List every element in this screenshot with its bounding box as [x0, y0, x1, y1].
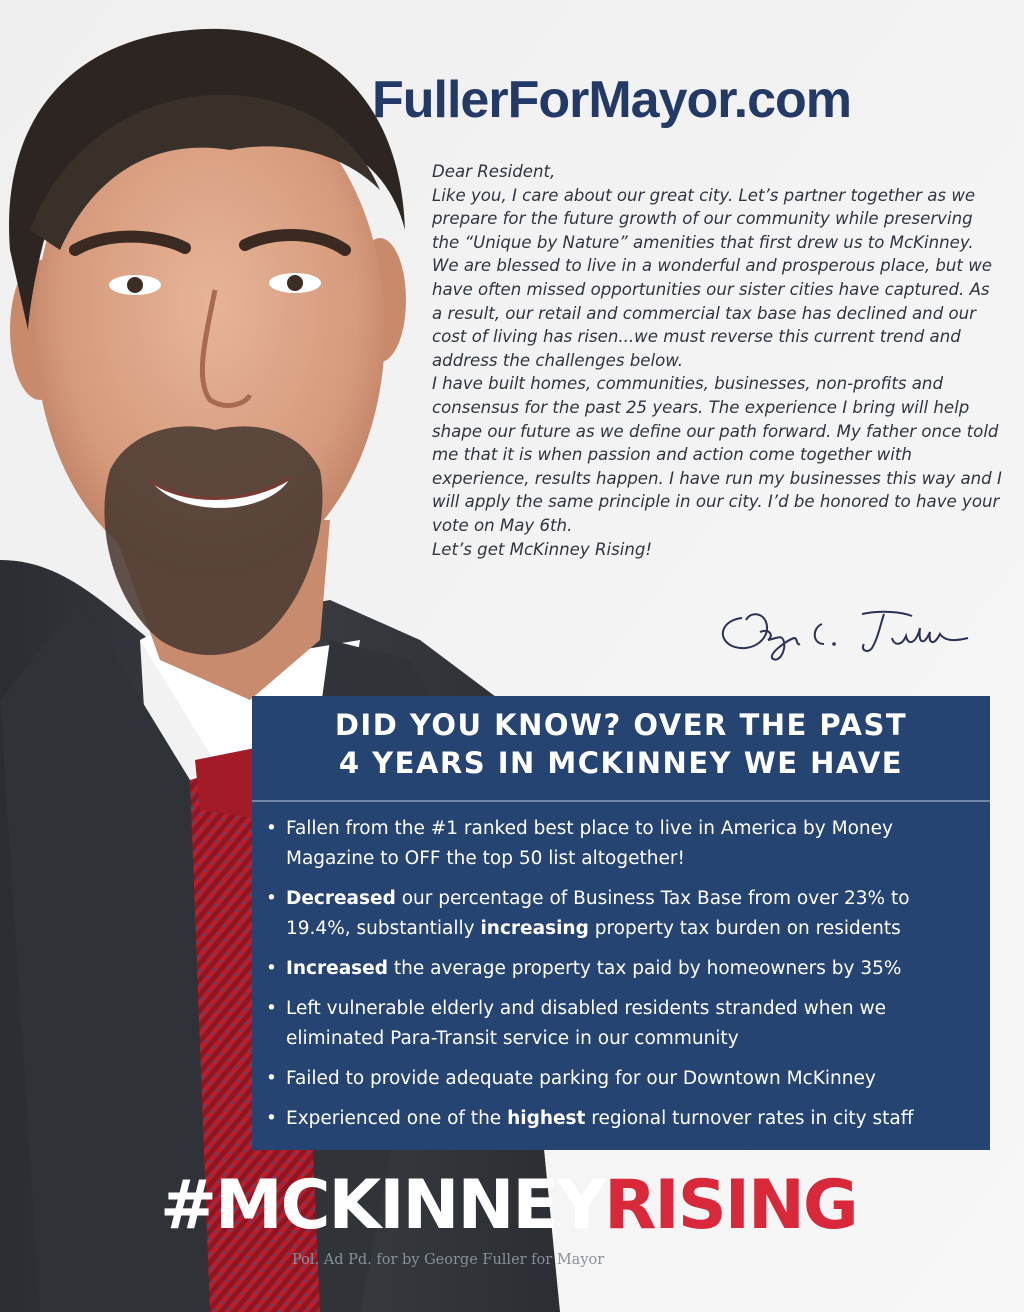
fact-text: the average property tax paid by homeowners by 35%: [387, 958, 902, 979]
fact-emphasis: Decreased: [286, 888, 396, 909]
panel-divider: [252, 800, 990, 802]
campaign-hashtag: [160, 1166, 857, 1246]
hashtag-rising: RISING: [604, 1166, 857, 1245]
letter-closing: Let’s get McKinney Rising!: [432, 539, 653, 559]
list-item: [252, 884, 990, 944]
did-you-know-panel: [252, 696, 990, 1150]
list-item: [252, 954, 990, 984]
political-ad-disclaimer: Pol. Ad Pd. for by George Fuller for Mayor: [292, 1252, 605, 1268]
fact-text: Fallen from the #1 ranked best place to live in America by Money Magazine to OFF the top 50 list altogether!: [286, 818, 893, 869]
list-item: [252, 1104, 990, 1134]
fact-text: Experienced one of the: [286, 1108, 508, 1129]
letter-paragraph-2: I have built homes, communities, businesses, non-profits and consensus for the past 25 years. The experience I bring will help shape our future as we define our path forward. My father once told me that it is when passion and action come together with experience, results happen. I have run my businesses this way and I will apply the same principle in our city. I’d be honored to have your vote on May 6th.: [432, 374, 1002, 535]
bullet: •: [266, 1108, 277, 1129]
list-item: [252, 1064, 990, 1094]
fact-emphasis: increasing: [480, 918, 589, 939]
bullet: •: [266, 998, 277, 1019]
letter-body: [432, 160, 1002, 561]
letter-paragraph-1: Like you, I care about our great city. Let’s partner together as we prepare for the future growth of our community while preserving the “Unique by Nature” amenities that first drew us to McKinney. We are blessed to live in a wonderful and prosperous place, but we have often missed opportunities our sister cities have captured. As a result, our retail and commercial tax base has declined and our cost of living has risen...we must reverse this current trend and address the challenges below.: [432, 185, 992, 370]
list-item: [252, 814, 990, 874]
fact-text: Left vulnerable elderly and disabled residents stranded when we eliminated Para-Transit service in our community: [286, 998, 886, 1049]
panel-heading-line-1: DID YOU KNOW? OVER THE PAST: [334, 708, 908, 742]
bullet: •: [266, 1068, 277, 1089]
panel-heading: [252, 706, 990, 782]
campaign-website-title: FullerForMayor.com: [372, 71, 851, 129]
fact-text: regional turnover rates in city staff: [585, 1108, 914, 1129]
hashtag-mckinney: #MCKINNEY: [160, 1166, 605, 1245]
letter-greeting: Dear Resident,: [432, 162, 556, 181]
fact-emphasis: Increased: [286, 958, 388, 979]
bullet: •: [266, 958, 277, 979]
facts-list: [252, 814, 990, 1144]
bullet: •: [266, 888, 277, 909]
fact-text: our percentage of Business Tax Base from over 23% to 19.4%, substantially: [286, 888, 910, 939]
fact-text: Failed to provide adequate parking for our Downtown McKinney: [286, 1068, 876, 1089]
bullet: •: [266, 818, 277, 839]
handwritten-signature: [712, 598, 982, 670]
panel-heading-line-2: 4 YEARS IN MCKINNEY WE HAVE: [338, 746, 904, 780]
fact-text: property tax burden on residents: [588, 918, 901, 939]
list-item: [252, 994, 990, 1054]
fact-emphasis: highest: [507, 1108, 586, 1129]
